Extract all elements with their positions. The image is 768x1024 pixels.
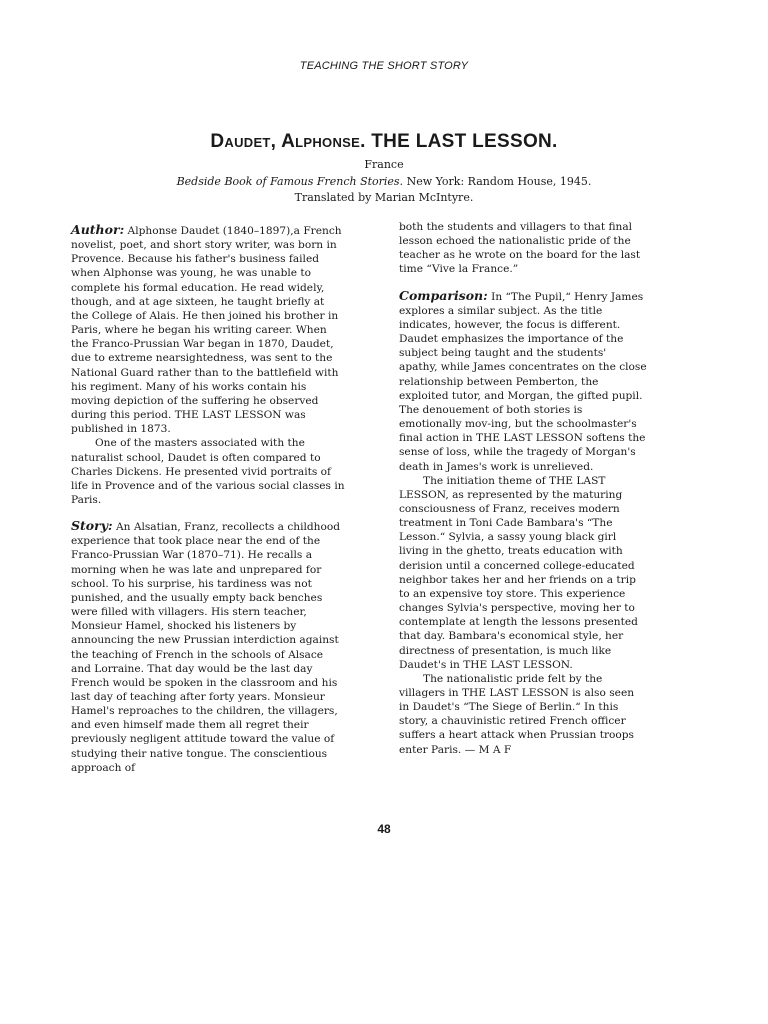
- comparison-paragraph-2: The initiation theme of THE LAST LESSON, as represented by the maturing consciousness of Franz, receives modern treatment in Toni Cade Bambara's “The Lesson.“ Sylvia, a sassy young black girl living in the ghetto, treats education with derision until a concerned college-educated neighbor takes her and her friends on a trip to an expensive toy store. This experience changes Sylvia's perspective, moving her to contemplate at length the lessons presented that day. Bambara's economical style, her directness of presentation, is much like Daudet's in THE LAST LESSON.: [399, 474, 638, 671]
- country: France: [364, 158, 404, 171]
- running-head: TEACHING THE SHORT STORY: [299, 60, 469, 72]
- entry-title: [0, 131, 768, 153]
- story-continued: both the students and villagers to that final lesson echoed the nationalistic pride of the teacher as he wrote on the board for the last time “Vive la France.”: [399, 221, 641, 276]
- story-paragraph: [71, 519, 345, 775]
- title-author: Daudet, Alphonse.: [210, 131, 366, 152]
- source-book: Bedside Book of Famous French Stories.: [176, 175, 404, 188]
- comparison-text: In “The Pupil,“ Henry James explores a similar subject. As the title indicates, however, the focus is different. Daudet emphasizes the importance of the subject being taught and the students' apathy, while James concentrates on the close relationship between Pemberton, the exploited tutor, and Morgan, the gifted pupil. The denouement of both stories is emotionally mov-ing, but the schoolmaster's final action in THE LAST LESSON softens the sense of loss, while the tragedy of Morgan's death in James's work is unrelieved.: [399, 290, 647, 473]
- left-column: [71, 223, 345, 775]
- story-label: Story:: [71, 518, 113, 534]
- source-publisher: New York: Random House, 1945.: [403, 175, 592, 188]
- author-paragraph: [71, 223, 345, 436]
- author-paragraph-2: One of the masters associated with the naturalist school, Daudet is often compared to Charles Dickens. He presented vivid portraits of life in Provence and of the various social classes in Paris.: [71, 437, 345, 506]
- comparison-paragraph-3: The nationalistic pride felt by the villagers in THE LAST LESSON is also seen in Daudet's “The Siege of Berlin.“ In this story, a chauvinistic retired French officer suffers a heart attack when Prussian troops enter Paris. — M A F: [399, 672, 635, 756]
- right-column: [399, 220, 647, 757]
- source-citation: [0, 174, 768, 190]
- story-text: An Alsatian, Franz, recollects a childhood experience that took place near the end of the Franco-Prussian War (1870–71). He recalls a morning when he was late and unprepared for school. To his surprise, his tardiness was not punished, and the usually empty back benches were filled with villagers. His stern teacher, Monsieur Hamel, shocked his listeners by announcing the new Prussian interdiction against the teaching of French in the schools of Alsace and Lorraine. That day would be the last day French would be spoken in the classroom and his last day of teaching after forty years. Monsieur Hamel's reproaches to the children, the villagers, and even himself made them all regret their previously negligent attitude toward the value of studying their native tongue. The conscientious approach of: [71, 521, 341, 774]
- author-label: Author:: [71, 222, 125, 237]
- page-number: 48: [377, 822, 391, 836]
- author-text: Alphonse Daudet (1840–1897),a French novelist, poet, and short story writer, was born in Provence. Because his father's business failed when Alphonse was young, he was unable to complete his formal education. He read widely, though, and at age sixteen, he taught briefly at the College of Alais. He then joined his brother in Paris, where he began his writing career. When the Franco-Prussian War began in 1870, Daudet, due to extreme nearsightedness, was sent to the National Guard rather than to the battlefield with his regiment. Many of his works contain his moving depiction of the suffering he observed during this period. THE LAST LESSON was published in 1873.: [71, 225, 342, 436]
- translator: Translated by Marian McIntyre.: [294, 191, 474, 204]
- comparison-paragraph: [399, 289, 647, 474]
- comparison-label: Comparison:: [399, 287, 488, 303]
- title-story: THE LAST LESSON.: [371, 131, 558, 152]
